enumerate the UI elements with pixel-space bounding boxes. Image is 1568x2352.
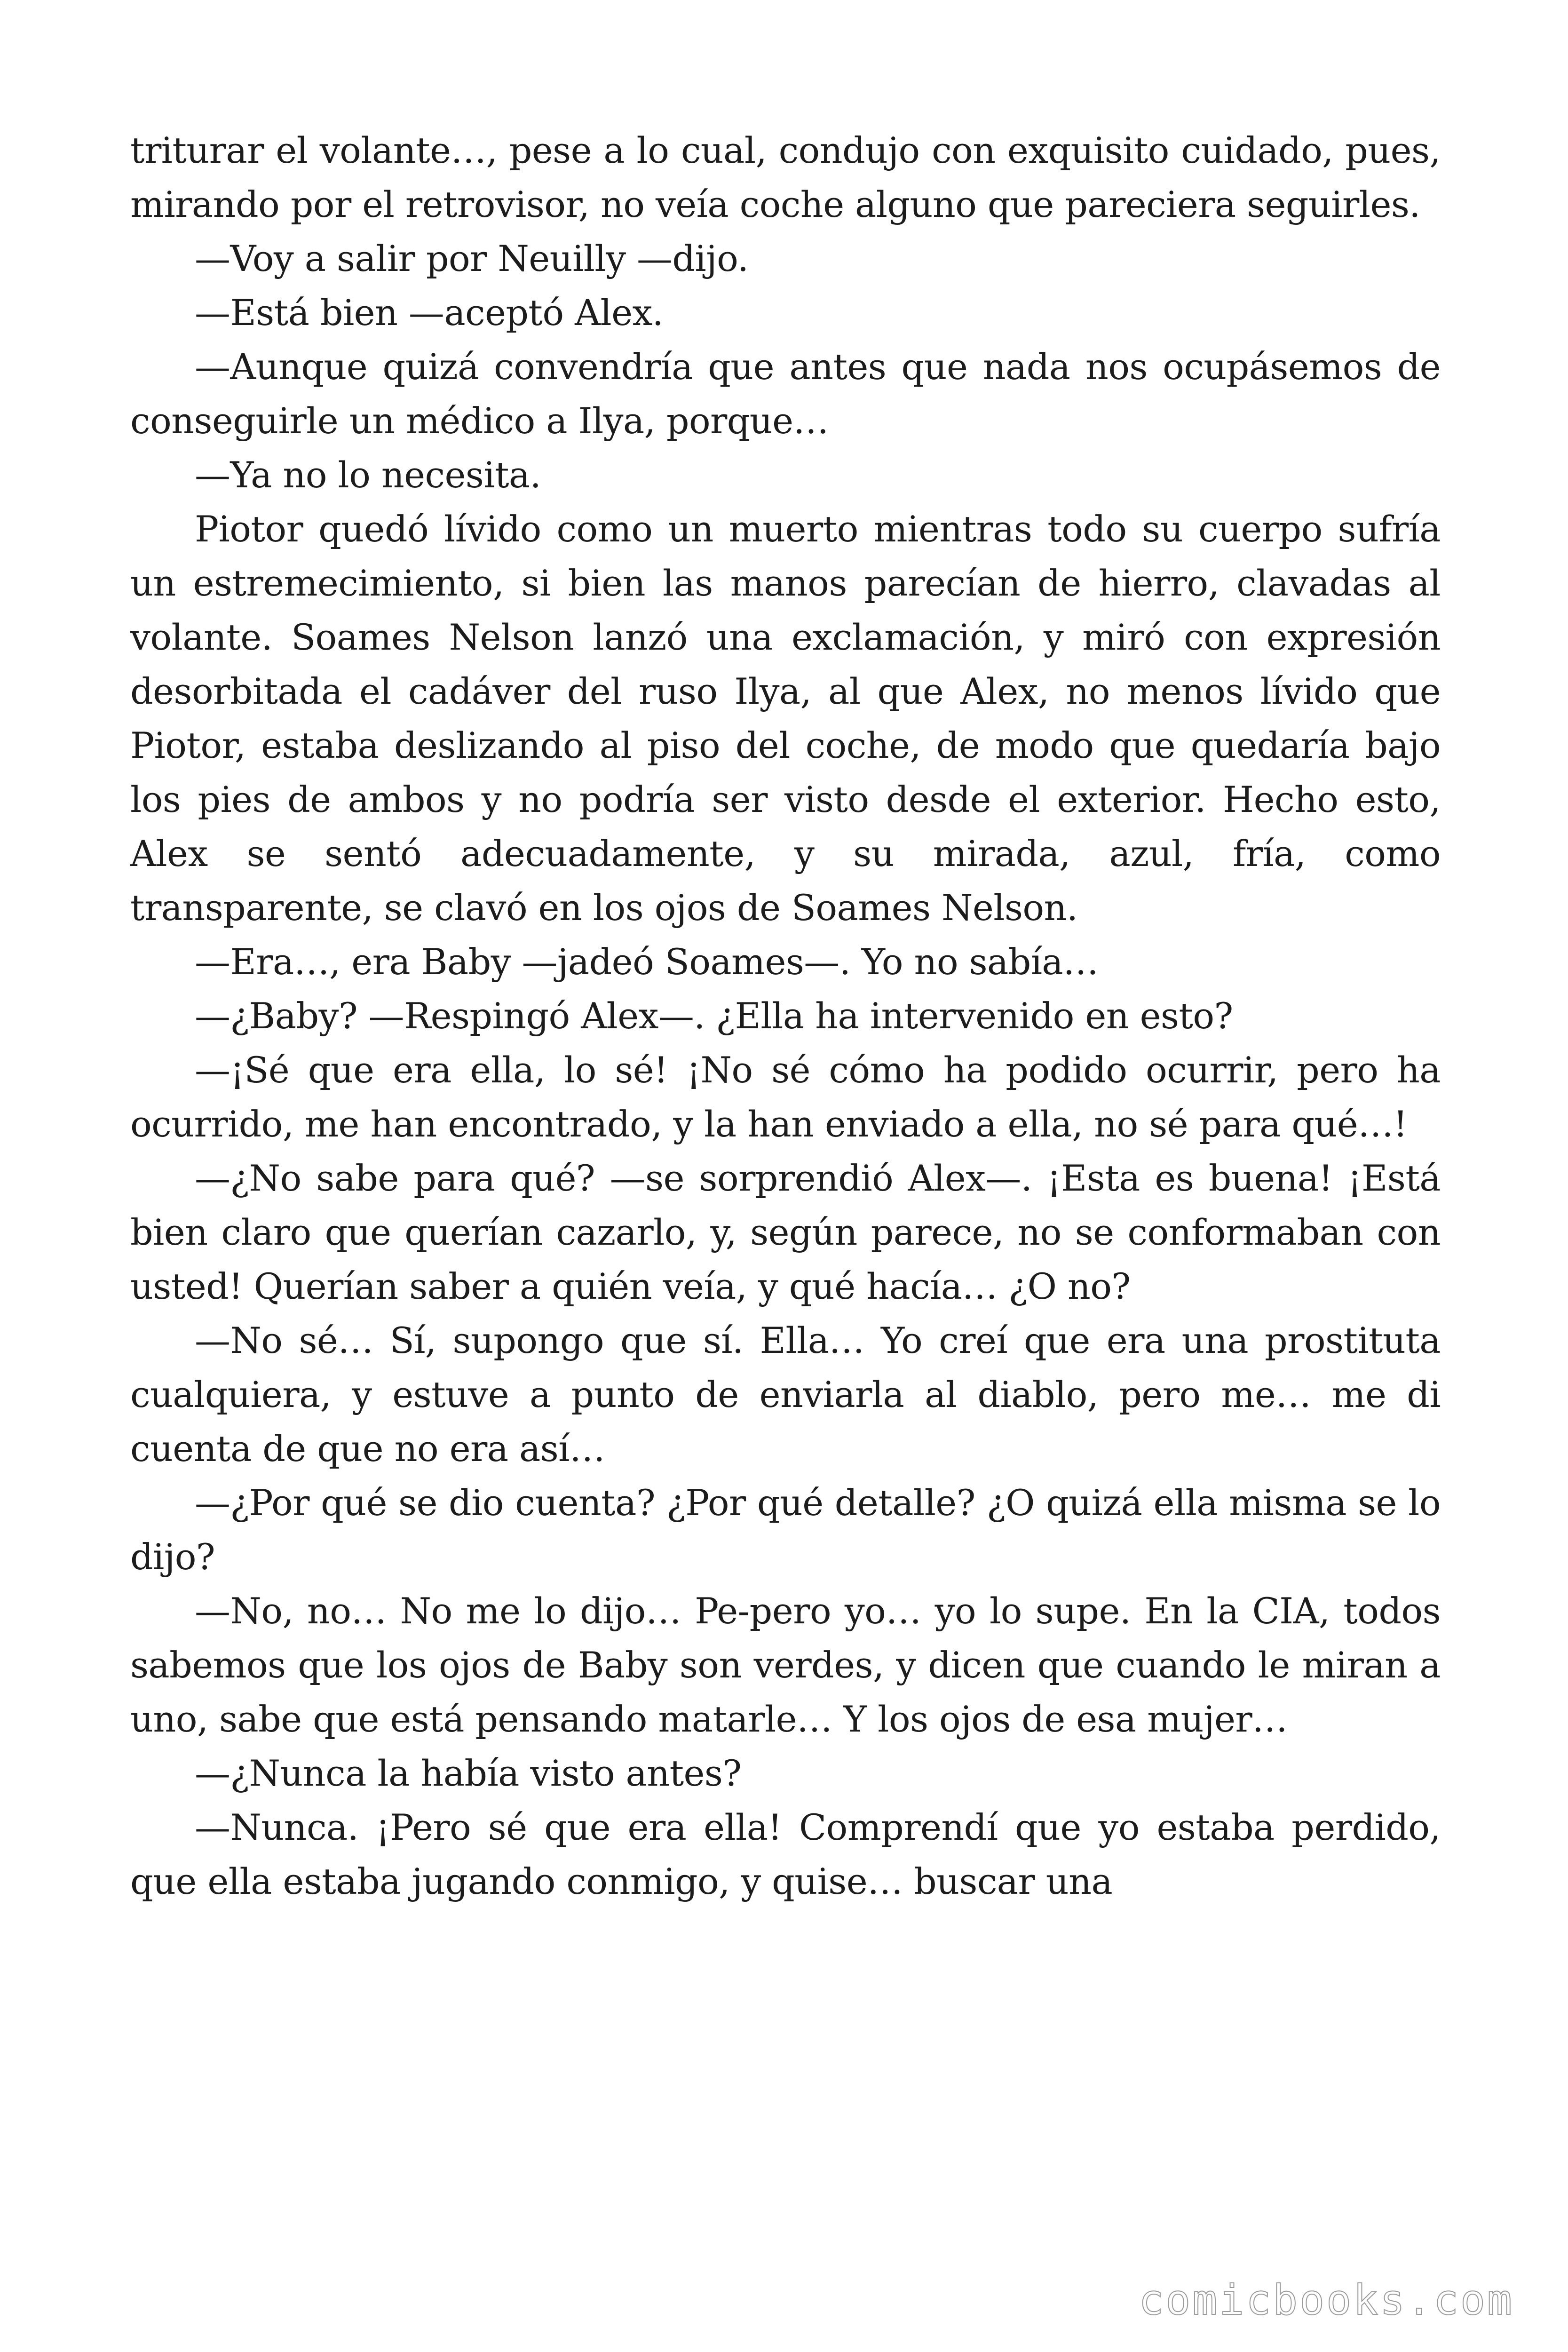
dialogue-line: —No, no… No me lo dijo… Pe-pero yo… yo lo supe. En la CIA, todos sabemos que los ojos de Baby son verdes, y dicen que cuando le miran a uno, sabe que está pensando matarle… Y los ojos de esa mujer…	[130, 1590, 1441, 1740]
dialogue-line: —¡Sé que era ella, lo sé! ¡No sé cómo ha podido ocurrir, pero ha ocurrido, me han encontrado, y la han enviado a ella, no sé para qué…!	[130, 1049, 1441, 1145]
page-body	[130, 123, 1441, 1908]
watermark: comicbooks.com	[1139, 2276, 1514, 2324]
dialogue-line: —No sé… Sí, supongo que sí. Ella… Yo creí que era una prostituta cualquiera, y estuve a punto de enviarla al diablo, pero me… me di cuenta de que no era así…	[130, 1319, 1441, 1470]
dialogue-line: —Ya no lo necesita.	[195, 454, 541, 496]
dialogue-line: —¿No sabe para qué? —se sorprendió Alex—. ¡Esta es buena! ¡Está bien claro que querían cazarlo, y, según parece, no se conformaban con usted! Querían saber a quién veía, y qué hacía… ¿O no?	[130, 1157, 1441, 1307]
dialogue-line: —Era…, era Baby —jadeó Soames—. Yo no sabía…	[195, 941, 1099, 983]
dialogue-line: —Aunque quizá convendría que antes que nada nos ocupásemos de conseguirle un médico a Ilya, porque…	[130, 346, 1441, 442]
dialogue-line: —Voy a salir por Neuilly —dijo.	[195, 238, 749, 279]
dialogue-line: —¿Por qué se dio cuenta? ¿Por qué detalle? ¿O quizá ella misma se lo dijo?	[130, 1482, 1441, 1578]
paragraph-continuation: triturar el volante…, pese a lo cual, condujo con exquisito cuidado, pues, mirando por el retrovisor, no veía coche alguno que pareciera seguirles.	[130, 129, 1441, 225]
dialogue-line: —Nunca. ¡Pero sé que era ella! Comprendí que yo estaba perdido, que ella estaba jugando conmigo, y quise… buscar una	[130, 1806, 1441, 1902]
narrative-paragraph: Piotor quedó lívido como un muerto mientras todo su cuerpo sufría un estremecimiento, si bien las manos parecían de hierro, clavadas al volante. Soames Nelson lanzó una exclamación, y miró con expresión desorbitada el cadáver del ruso Ilya, al que Alex, no menos lívido que Piotor, estaba deslizando al piso del coche, de modo que quedaría bajo los pies de ambos y no podría ser visto desde el exterior. Hecho esto, Alex se sentó adecuadamente, y su mirada, azul, fría, como transparente, se clavó en los ojos de Soames Nelson.	[130, 508, 1441, 929]
dialogue-line: —¿Nunca la había visto antes?	[195, 1752, 742, 1794]
dialogue-line: —¿Baby? —Respingó Alex—. ¿Ella ha intervenido en esto?	[195, 995, 1233, 1037]
dialogue-line: —Está bien —aceptó Alex.	[195, 292, 664, 334]
